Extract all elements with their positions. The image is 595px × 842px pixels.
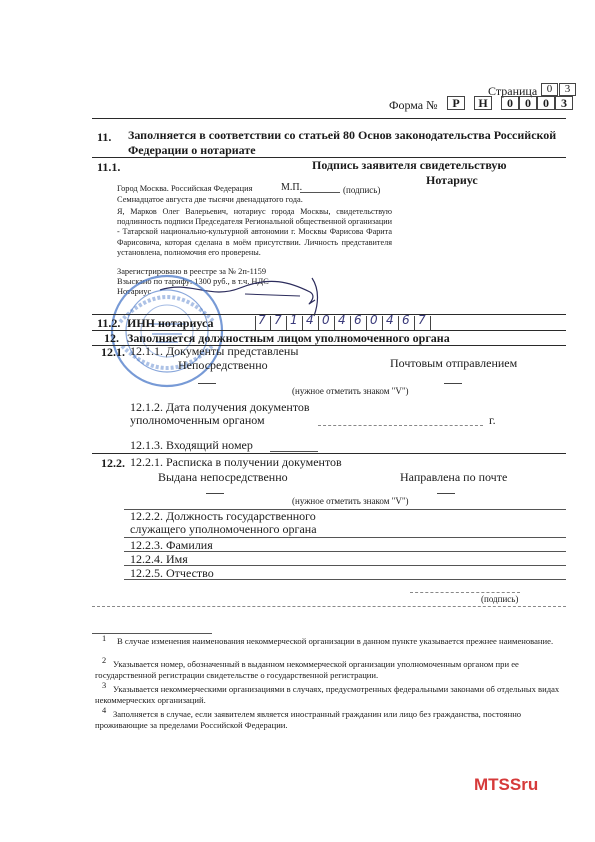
s1223-label: 12.2.3. Фамилия: [130, 538, 213, 552]
s1225-label: 12.2.5. Отчество: [130, 566, 214, 580]
inn-cell: [430, 316, 445, 330]
signature-line-11: [300, 192, 340, 193]
inn-digit: 7: [274, 313, 282, 327]
inn-digit: 7: [418, 313, 426, 327]
section-12-2-number: 12.2.: [101, 456, 125, 470]
mark-note-1: (нужное отметить знаком "V"): [292, 386, 409, 396]
s1212-line1: 12.1.2. Дата получения документов: [130, 400, 310, 414]
option-mailed: Направлена по почте: [400, 470, 508, 484]
footnote-4: Заполняется в случае, если заявителем является иностранный гражданин или лицо без гражданства, постоянно проживающие за пределами Российской Федерации.: [95, 709, 522, 730]
notary-text: Я, Марков Олег Валерьевич, нотариус города Москвы, свидетельствую подлинность подписи Председателя Региональной общественной организации - Татарской национально-культурной автономии г. Москвы Фарисова Фарита Фарисовича, которая сделана в моём присутствии. Личность представителя установлена, полномочия его проверены.: [117, 207, 392, 257]
footnote-separator: [92, 633, 212, 634]
row-line: [124, 551, 566, 552]
section-11-1-title: Подпись заявителя свидетельствую: [312, 158, 507, 172]
s1222-line2: служащего уполномоченного органа: [130, 522, 317, 536]
form-label: Форма №: [389, 98, 438, 112]
year-suffix: г.: [489, 413, 496, 427]
mp-label: М.П.: [281, 182, 303, 193]
footnote-3: Указывается некоммерческими организациями в случаях, предусмотренных федеральными законами об отдельных видах некоммерческих организаций.: [95, 684, 560, 705]
s1213-label: 12.1.3. Входящий номер: [130, 438, 253, 452]
inn-digit: 1: [290, 313, 298, 327]
checkbox-direct[interactable]: [198, 383, 216, 384]
notary-date: Семнадцатое августа две тысячи двенадцатого года.: [117, 195, 303, 204]
notary-registry: Зарегистрировано в реестре за № 2п-1159: [117, 267, 267, 276]
form-digit-3: 0: [501, 96, 519, 110]
footnote-1: В случае изменения наименования некоммерческой организации в данном пункте указывается прежнее наименование.: [117, 636, 554, 646]
section-12-number: 12.: [104, 331, 119, 345]
inn-digit: 6: [402, 313, 410, 327]
form-digit-6: 3: [555, 96, 573, 110]
notary-fee: Взыскано по тарифу: 1300 руб., в т.ч. НДС: [117, 277, 269, 286]
notary-city: Город Москва. Российская Федерация: [117, 184, 253, 193]
inn-digit: 0: [322, 313, 330, 327]
section-11-1-number: 11.1.: [97, 160, 121, 174]
inn-digit: 4: [386, 313, 394, 327]
option-post: Почтовым отправлением: [390, 356, 518, 370]
s1211-label: 12.1.1. Документы представлены: [130, 344, 299, 358]
section-11-1-notary-label: Нотариус: [426, 173, 478, 187]
section-12-title: Заполняется должностным лицом уполномоченного органа: [127, 331, 450, 345]
watermark-logo: MTSSru: [474, 775, 539, 794]
checkbox-post[interactable]: [444, 383, 462, 384]
section-11-2-number: 11.2.: [97, 316, 121, 330]
footnote-mark: 3: [102, 681, 107, 690]
section-12-1-number: 12.1.: [101, 345, 125, 359]
divider-top: [92, 118, 566, 119]
s1222-line1: 12.2.2. Должность государственного: [130, 509, 316, 523]
footnote-mark: 4: [102, 706, 107, 715]
section-11-title-line1: Заполняется в соответствии со статьей 80 Основ законодательства Российской: [128, 128, 557, 142]
incoming-number-field[interactable]: [270, 451, 318, 452]
page-digit-2: 3: [559, 83, 576, 96]
form-digit-5: 0: [537, 96, 555, 110]
notary-sign-label: Нотариус: [117, 287, 152, 296]
mark-note-2: (нужное отметить знаком "V"): [292, 496, 409, 506]
page-label: Страница: [488, 84, 538, 98]
s1212-line2: уполномоченным органом: [130, 413, 265, 427]
footnote-2: Указывается номер, обозначенный в выданном некоммерческой организации уполномоченным органом при ее государственной регистрации свидетельстве о государственной регистрации.: [95, 659, 519, 680]
s1224-label: 12.2.4. Имя: [130, 552, 188, 566]
option-issued: Выдана непосредственно: [158, 470, 288, 484]
row-line: [124, 579, 566, 580]
form-digit-1: Р: [447, 96, 465, 110]
divider-12-2: [92, 453, 566, 454]
inn-digit: 4: [306, 313, 314, 327]
date-received-field[interactable]: [318, 425, 483, 426]
checkbox-issued[interactable]: [206, 493, 224, 494]
inn-digit: 4: [338, 313, 346, 327]
signature-line-12[interactable]: [410, 592, 520, 593]
inn-digit: 6: [354, 313, 362, 327]
inn-label: ИНН нотариуса: [127, 316, 214, 330]
page-digit-1: 0: [541, 83, 558, 96]
footnote-mark: 2: [102, 656, 107, 665]
option-direct: Непосредственно: [178, 358, 268, 372]
form-digit-2: Н: [474, 96, 492, 110]
checkbox-mailed[interactable]: [437, 493, 455, 494]
inn-digit: 7: [258, 313, 266, 327]
footnote-mark: 1: [102, 634, 107, 643]
inn-digit: 0: [370, 313, 378, 327]
section-11-title-line2: Федерации о нотариате: [128, 143, 256, 157]
signature-caption-11: (подпись): [343, 185, 381, 195]
signature-caption-12: (подпись): [481, 594, 519, 604]
form-digit-4: 0: [519, 96, 537, 110]
section-11-number: 11.: [97, 130, 112, 144]
divider-bottom: [92, 606, 566, 607]
s1221-label: 12.2.1. Расписка в получении документов: [130, 455, 342, 469]
